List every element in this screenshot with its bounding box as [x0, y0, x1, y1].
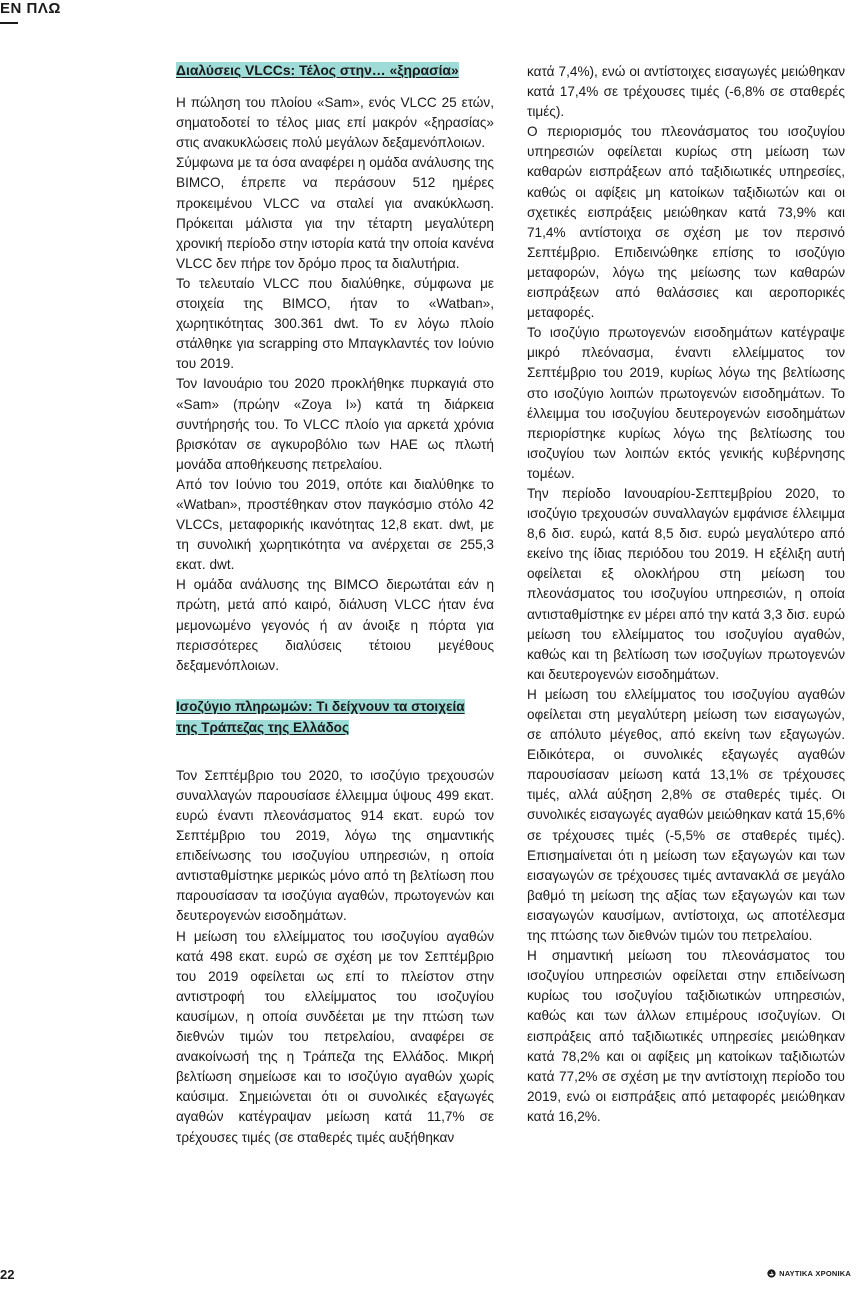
section-gap	[176, 676, 494, 696]
paragraph: κατά 7,4%), ενώ οι αντίστοιχες εισαγωγές μειώθηκαν κατά 17,4% σε τρέχουσες τιμές (-6,8% σε σταθερές τιμές).	[527, 64, 845, 120]
left-column	[176, 60, 494, 1148]
page-number: 22	[0, 1267, 15, 1282]
paragraph: Την περίοδο Ιανουαρίου-Σεπτεμβρίου 2020, το ισοζύγιο τρεχουσών συναλλαγών εμφάνισε έλλειμμα 8,6 δισ. ευρώ, κατά 8,5 δισ. ευρώ μεγαλύτερο από εκείνο της ίδιας περιόδου του 2019. Η εξέλιξη αυτή οφείλεται εξ ολοκλήρου στη μείωση του πλεονάσματος του ισοζυγίου υπηρεσιών, η οποία αντισταθμίστηκε εν μέρει από την κατά 3,3 δισ. ευρώ μείωση του ελλείμματος του ισοζυγίου αγαθών, καθώς και τη βελτίωση των ισοζυγίων πρωτογενών και δευτερογενών εισοδημάτων.	[527, 485, 845, 682]
section-divider	[0, 22, 18, 24]
heading-vlcc-text: Διαλύσεις VLCCs: Τέλος στην… «ξηρασία»	[176, 62, 459, 78]
paragraph: Η πώληση του πλοίου «Sam», ενός VLCC 25 ετών, σηματοδοτεί το τέλος μιας επί μακρόν «ξηρασίας» στις ανακυκλώσεις πολύ μεγάλων δεξαμενόπλοιων.	[176, 95, 494, 151]
heading-balance-line2: της Τράπεζας της Ελλάδος	[176, 719, 350, 735]
paragraph: Ο περιορισμός του πλεονάσματος του ισοζυγίου υπηρεσιών οφείλεται κυρίως στη μείωση των καθαρών εισπράξεων από ταξιδιωτικές υπηρεσίες, καθώς οι αφίξεις μη κατοίκων ταξιδιωτών και οι σχετικές εισπράξεις μειώθηκαν κατά 73,9% και 71,4% αντίστοιχα σε σχέση με τον περσινό Σεπτέμβριο. Επιδεινώθηκε επίσης το ισοζύγιο μεταφορών, λόγω της μείωσης των καθαρών εισπράξεων από θαλάσσιες και αεροπορικές μεταφορές.	[527, 124, 845, 321]
section-label: ΕΝ ΠΛΩ	[0, 0, 61, 17]
right-column	[527, 62, 845, 1127]
paragraph: Το τελευταίο VLCC που διαλύθηκε, σύμφωνα με στοιχεία της BIMCO, ήταν το «Watban», χωρητικότητας 300.361 dwt. Το εν λόγω πλοίο στάλθηκε για scrapping στο Μπαγκλαντές τον Ιούνιο του 2019.	[176, 275, 494, 372]
paragraph: Η μείωση του ελλείμματος του ισοζυγίου αγαθών κατά 498 εκατ. ευρώ σε σχέση με τον Σεπτέμβριο του 2019 οφείλεται ως επί το πλείστον στην αντιστροφή του ελλείμματος του ισοζυγίου καυσίμων, η οποία συνδέεται με την πτώση των διεθνών τιμών του πετρελαίου, αναφέρει σε ανακοίνωσή της η Τράπεζα της Ελλάδος. Μικρή βελτίωση σημείωσε και το ισοζύγιο αγαθών χωρίς καύσιμα. Σημειώνεται ότι οι συνολικές εξαγωγές αγαθών κατέγραψαν μείωση κατά 11,7% σε τρέχουσες τιμές (σε σταθερές τιμές αυξήθηκαν	[176, 928, 494, 1145]
heading-balance-line1: Ισοζύγιο πληρωμών: Τι δείχνουν τα στοιχεία	[176, 698, 465, 714]
paragraph: Τον Ιανουάριο του 2020 προκλήθηκε πυρκαγιά στο «Sam» (πρώην «Zoya I») κατά τη διάρκεια συντήρησής του. Το VLCC πλοίο για αρκετά χρόνια βρισκόταν σε αγκυροβόλιο των ΗΑΕ ως πλωτή μονάδα αποθήκευσης πετρελαίου.	[176, 376, 494, 472]
paragraph: Η σημαντική μείωση του πλεονάσματος του ισοζυγίου υπηρεσιών οφείλεται στην επιδείνωση κυρίως του ισοζυγίου ταξιδιωτικών υπηρεσιών, καθώς και των άλλων επιμέρους ισοζυγίων. Οι εισπράξεις από ταξιδιωτικές υπηρεσίες μειώθηκαν κατά 78,2% και οι αφίξεις μη κατοίκων ταξιδιωτών κατά 77,2% σε σχέση με την αντίστοιχη περίοδο του 2019, ενώ οι εισπράξεις από μεταφορές μειώθηκαν κατά 16,2%.	[527, 948, 845, 1124]
brand-logo	[767, 1269, 851, 1278]
paragraph: Σύμφωνα με τα όσα αναφέρει η ομάδα ανάλυσης της BIMCO, έπρεπε να περάσουν 512 ημέρες προκειμένου VLCC να σταλεί για ανακύκλωση. Πρόκειται μάλιστα για την τέταρτη μεγαλύτερη χρονική περίοδο στην ιστορία κατά την οποία κανένα VLCC δεν πήρε τον δρόμο προς τα διαλυτήρια.	[176, 155, 494, 271]
heading-balance	[176, 696, 494, 738]
ship-circle-icon	[767, 1269, 776, 1278]
paragraph: Τον Σεπτέμβριο του 2020, το ισοζύγιο τρεχουσών συναλλαγών παρουσίασε έλλειμμα ύψους 499 εκατ. ευρώ έναντι πλεονάσματος 914 εκατ. ευρώ τον Σεπτέμβριο του 2019, λόγω της σημαντικής επιδείνωσης του ισοζυγίου υπηρεσιών, η οποία αντισταθμίστηκε μερικώς μόνο από τη βελτίωση που παρουσίασαν τα ισοζύγια αγαθών, πρωτογενών και δευτερογενών εισοδημάτων.	[176, 767, 494, 924]
heading-vlcc	[176, 60, 494, 81]
paragraph: Το ισοζύγιο πρωτογενών εισοδημάτων κατέγραψε μικρό πλεόνασμα, έναντι ελλείμματος τον Σεπτέμβριο του 2019, κυρίως λόγω της βελτίωσης στο ισοζύγιο λοιπών πρωτογενών εισοδημάτων. Το έλλειμμα του ισοζυγίου δευτερογενών εισοδημάτων περιορίστηκε κυρίως λόγω της βελτίωσης του ισοζυγίου των λοιπών εκτός γενικής κυβέρνησης τομέων.	[527, 325, 845, 481]
paragraph: Η μείωση του ελλείμματος του ισοζυγίου αγαθών οφείλεται στη μεγαλύτερη μείωση των εισαγωγών, σε απόλυτο μέγεθος, από εκείνη των εξαγωγών. Ειδικότερα, οι συνολικές εξαγωγές αγαθών παρουσίασαν μείωση κατά 13,1% σε τρέχουσες τιμές, αλλά αύξηση 2,8% σε σταθερές τιμές. Οι συνολικές εισαγωγές αγαθών μειώθηκαν κατά 15,6% σε τρέχουσες τιμές (-5,5% σε σταθερές τιμές). Επισημαίνεται ότι η μείωση των εξαγωγών και των εισαγωγών σε τρέχουσες τιμές αντανακλά σε μεγάλο βαθμό τη μείωση της αξίας των εξαγωγών και των εισαγωγών καυσίμων, αντίστοιχα, ως αποτέλεσμα της πτώσης των διεθνών τιμών του πετρελαίου.	[527, 686, 845, 944]
brand-name: ΝΑΥΤΙΚΑ ΧΡΟΝΙΚΑ	[779, 1269, 851, 1278]
paragraph: Από τον Ιούνιο του 2019, οπότε και διαλύθηκε το «Watban», προστέθηκαν στον παγκόσμιο στόλο 42 VLCCs, μεταφορικής ικανότητας 12,8 εκατ. dwt, με τη συνολική χωρητικότητα να ανέρχεται σε 255,3 εκατ. dwt.	[176, 476, 494, 573]
paragraph: Η ομάδα ανάλυσης της BIMCO διερωτάται εάν η πρώτη, μετά από καιρό, διάλυση VLCC ήταν ένα μεμονωμένο γεγονός ή αν άνοιξε η πόρτα για περισσότερες διαλύσεις τέτοιου μεγέθους δεξαμενόπλοιων.	[176, 577, 494, 673]
